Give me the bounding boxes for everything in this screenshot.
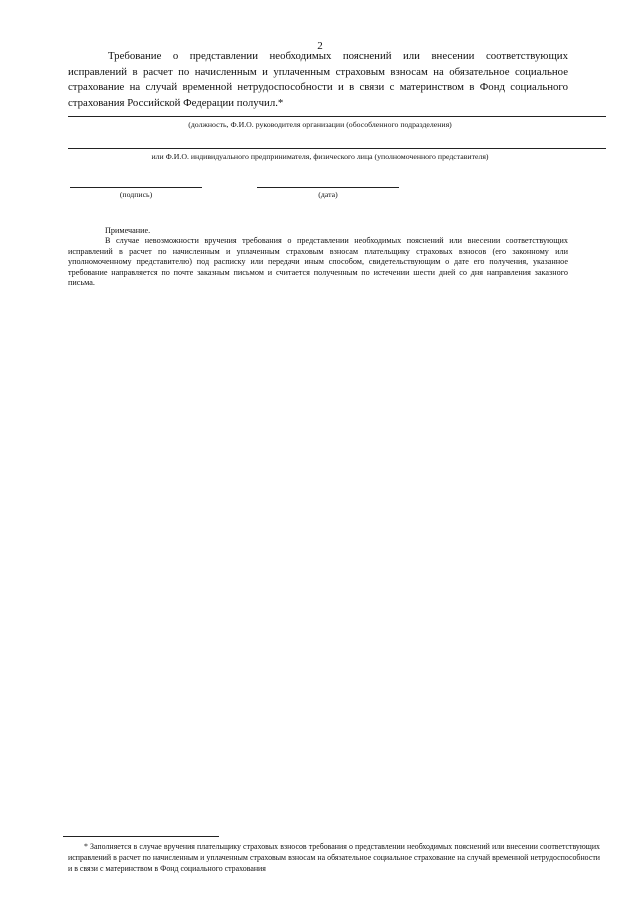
date-line bbox=[257, 187, 399, 188]
page-number: 2 bbox=[317, 40, 323, 52]
signature-caption: (подпись) bbox=[119, 190, 153, 199]
date-caption: (дата) bbox=[318, 190, 338, 199]
footnote-separator bbox=[63, 836, 219, 837]
receipt-statement: Требование о представлении необходимых пояснений или внесении соответствующих исправлений в расчет по начисленным и уплаченным страховым взносам на обязательное социальное страхование на случай временной нетрудоспособности и в связи с материнством в Фонд социального страхования Российской Федерации получил.* bbox=[68, 50, 568, 109]
individual-name-line bbox=[68, 148, 606, 149]
note-title: Примечание. bbox=[105, 226, 151, 235]
position-name-caption: (должность, Ф.И.О. руководителя организации (обособленного подразделения) bbox=[188, 120, 452, 129]
individual-name-caption: или Ф.И.О. индивидуального предпринимателя, физического лица (уполномоченного представителя) bbox=[151, 152, 489, 161]
position-name-line bbox=[68, 116, 606, 117]
footnote-text: * Заполняется в случае вручения плательщику страховых взносов требования о представлении необходимых пояснений или внесении соответствующих исправлений в расчет по начисленным и уплаченным страховым взносам на обязательное социальное страхование на случай временной нетрудоспособности и в связи с материнством в Фонд социального страхования bbox=[68, 842, 600, 874]
signature-line bbox=[70, 187, 202, 188]
note-text: В случае невозможности вручения требования о представлении необходимых пояснений или внесении соответствующих исправлений в расчет по начисленным и уплаченным страховым взносам плательщику страховых взносов (его законному или уполномоченному представителю) под расписку или передачи иным способом, свидетельствующим о дате его получения, указанное требование направляется по почте заказным письмом и считается полученным по истечении шести дней со дня направления заказного письма. bbox=[68, 236, 568, 288]
